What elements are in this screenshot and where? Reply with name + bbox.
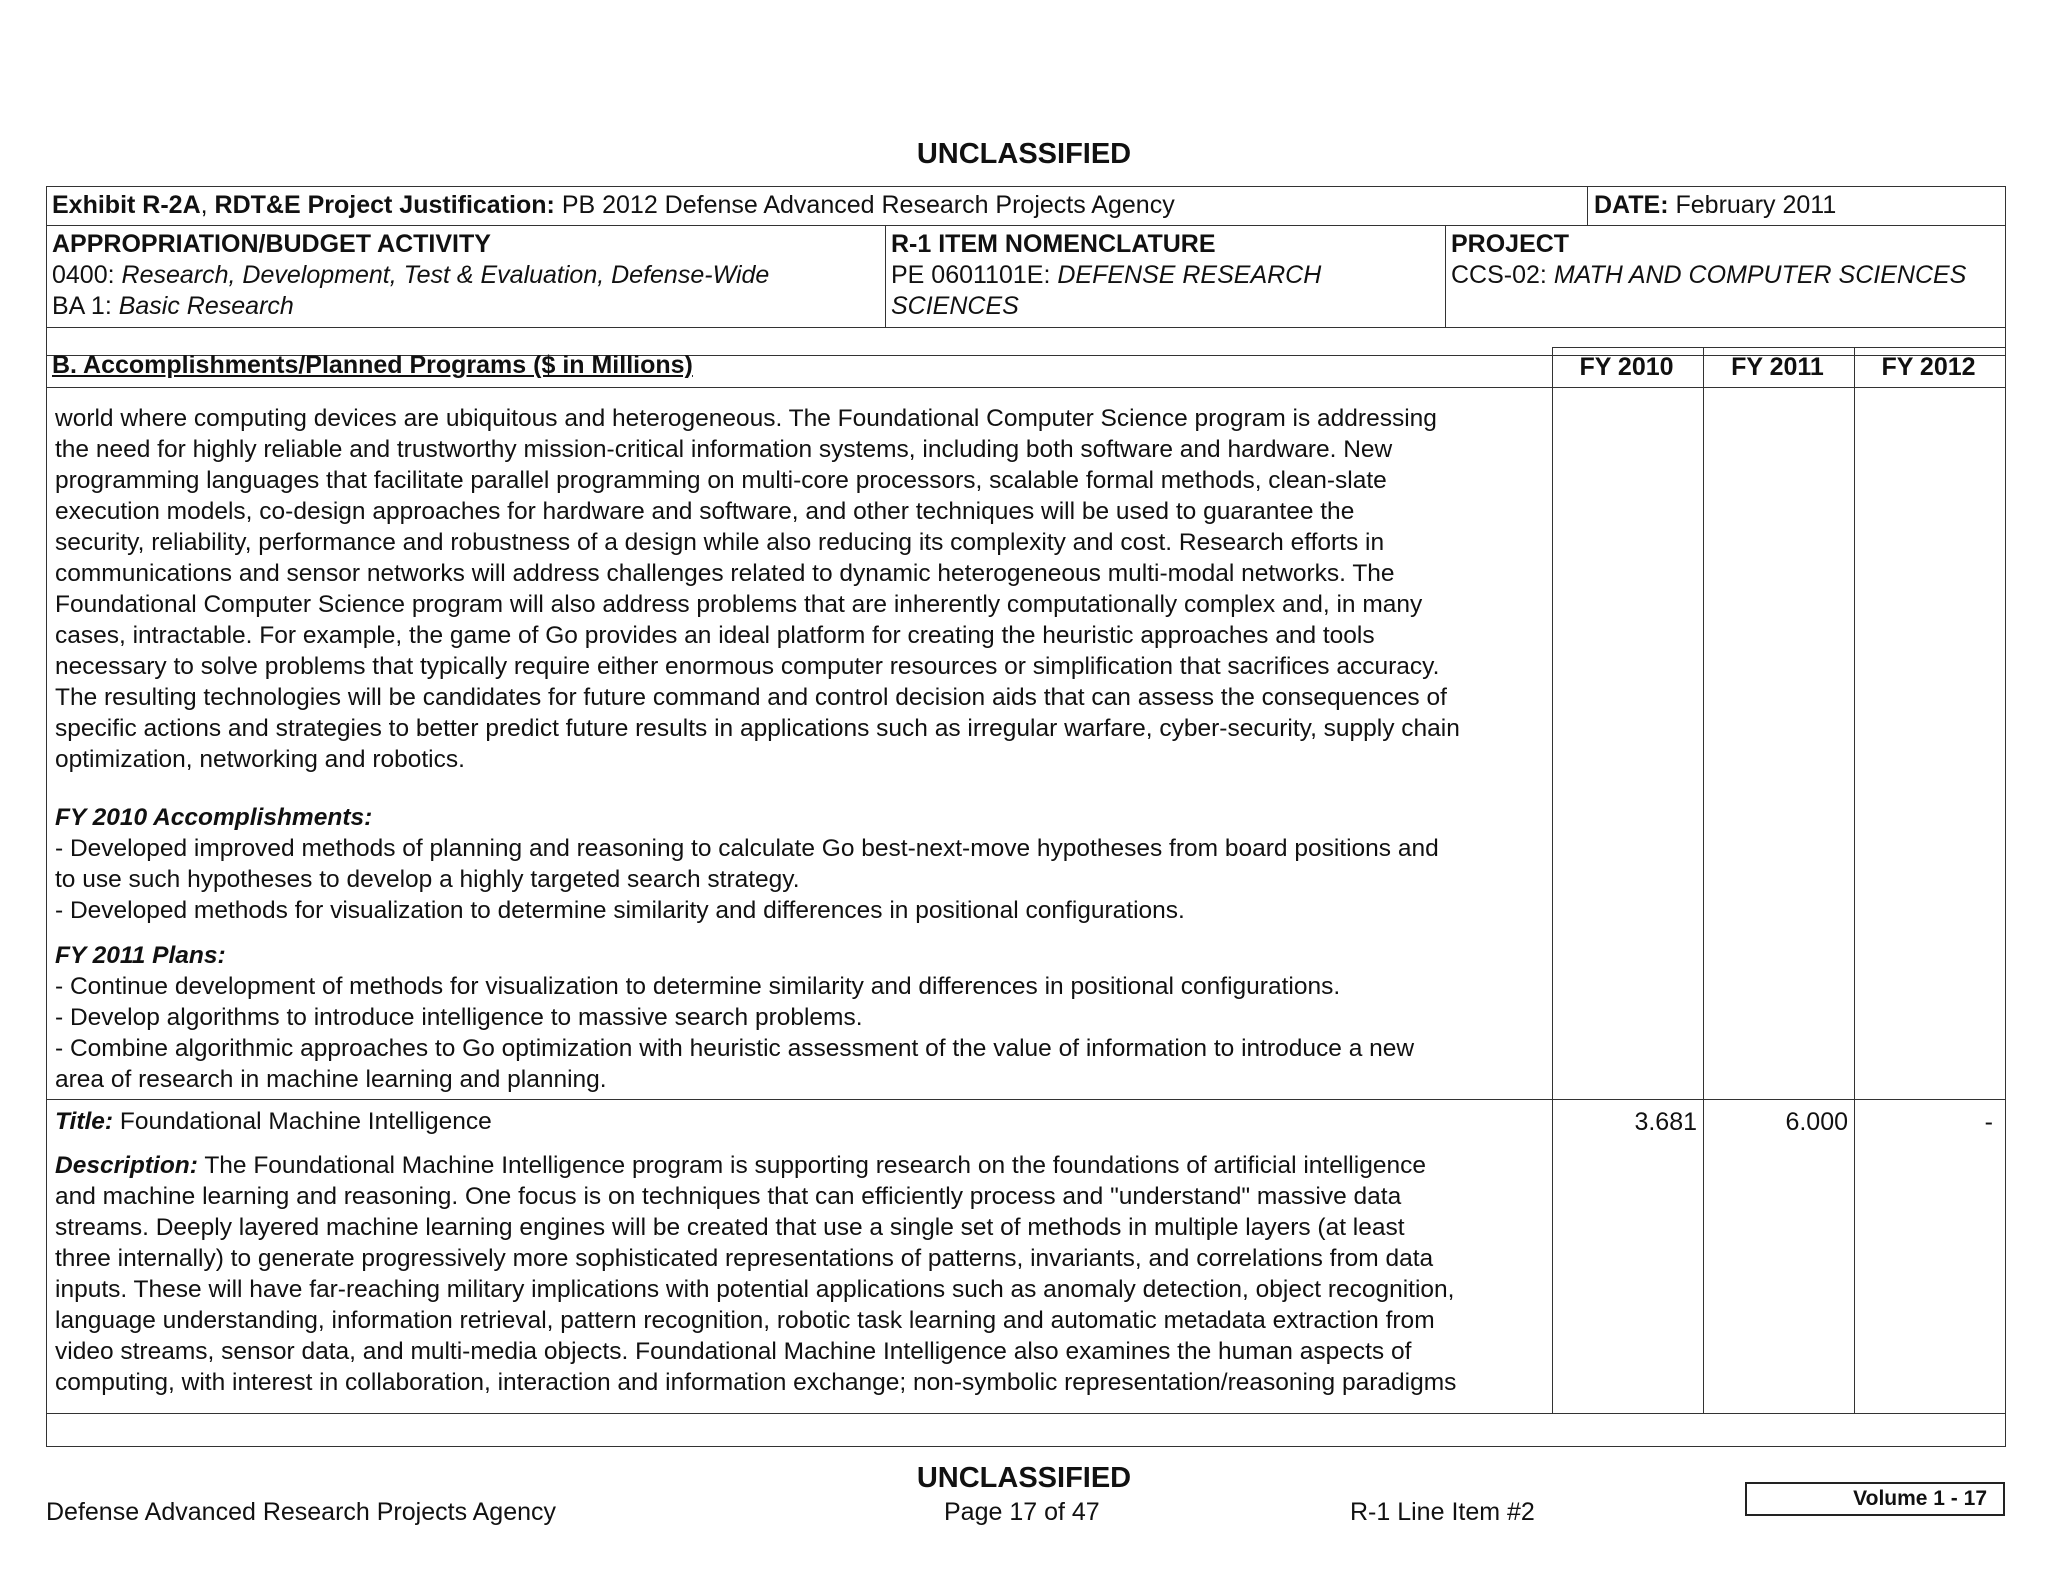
fy2010-accomplishments [55,802,1439,926]
project-label: PROJECT [1451,230,1570,258]
desc-text: The Foundational Machine Intelligence program is supporting research on the foundations of artificial intelligence [204,1152,1426,1179]
date-label: DATE: [1594,191,1669,219]
bullet-line: - Continue development of methods for visualization to determine similarity and differences in positional configurations. [55,973,1341,1000]
desc-line: video streams, sensor data, and multi-media objects. Foundational Machine Intelligence also examines the human aspects of [55,1338,1412,1365]
desc-first-line [55,1150,1456,1181]
approp-text: Research, Development, Test & Evaluation, Defense-Wide [121,261,770,289]
bullet-line: - Developed improved methods of planning and reasoning to calculate Go best-next-move hypotheses from board positions and [55,835,1439,862]
approp-label: APPROPRIATION/BUDGET ACTIVITY [52,230,491,258]
date-value: February 2011 [1675,191,1837,219]
date-field [1594,190,1836,221]
rule [1587,187,1588,225]
title-label: Title: [55,1108,114,1135]
para-line: cases, intractable. For example, the game of Go provides an ideal platform for creating the heuristic approaches and tools [55,622,1375,649]
bullet-line: area of research in machine learning and planning. [55,1066,607,1093]
classification-header: UNCLASSIFIED [916,138,1132,170]
desc-line: inputs. These will have far-reaching military implications with potential applications such as anomaly detection, object recognition, [55,1276,1455,1303]
para-line: optimization, networking and robotics. [55,746,465,773]
desc-line: streams. Deeply layered machine learning engines will be created that use a single set of methods in multiple layers (at least [55,1214,1405,1241]
para-line: Foundational Computer Science program will also address problems that are inherently computationally complex and, in many [55,591,1423,618]
rule [47,1413,2005,1414]
para-line: world where computing devices are ubiquitous and heterogeneous. The Foundational Computer Science program is addressing [55,405,1437,432]
desc-line: computing, with interest in collaboration, interaction and information exchange; non-symbolic representation/reasoning paradigms [55,1369,1457,1396]
continued-paragraph [55,403,1460,775]
para-line: communications and sensor networks will address challenges related to dynamic heterogeneous multi-modal networks. The [55,560,1395,587]
fmi-fy2012-value: - [1984,1108,1993,1136]
para-line: programming languages that facilitate parallel programming on multi-core processors, scalable formal methods, clean-slate [55,467,1387,494]
volume-box: Volume 1 - 17 [1745,1482,2005,1516]
col-fy2011: FY 2011 [1731,353,1824,381]
rule [1552,347,2005,348]
fy2011-heading: FY 2011 Plans: [55,942,226,969]
rule [885,225,886,327]
approp-line1 [52,260,769,291]
approp-code: 0400: [52,261,115,289]
exhibit-sep: , [200,191,208,219]
para-line: specific actions and strategies to better predict future results in applications such as irregular warfare, cyber-security, supply chain [55,715,1460,742]
para-line: execution models, co-design approaches for hardware and software, and other techniques will be used to guarantee the [55,498,1355,525]
exhibit-title [52,190,1175,221]
desc-line: three internally) to generate progressively more sophisticated representations of patterns, invariants, and correlations from data [55,1245,1434,1272]
exhibit-id: Exhibit R-2A [52,191,201,219]
r1-line1 [891,260,1321,291]
para-line: security, reliability, performance and robustness of a design while also reducing its complexity and cost. Research efforts in [55,529,1385,556]
fmi-fy2010-value: 3.681 [1634,1108,1697,1136]
footer-line-item: R-1 Line Item #2 [1350,1498,1535,1526]
rule [47,327,2005,328]
bullet-line: - Developed methods for visualization to determine similarity and differences in positional configurations. [55,897,1185,924]
col-fy2010: FY 2010 [1579,353,1674,381]
description-label: Description: [55,1152,198,1179]
r1-code: PE 0601101E: [891,261,1051,289]
fmi-description [55,1150,1456,1398]
rule [1445,225,1446,327]
para-line: the need for highly reliable and trustworthy mission-critical information systems, including both software and hardware. New [55,436,1393,463]
rule [47,225,2005,226]
project-line [1451,260,1966,291]
r1-label: R-1 ITEM NOMENCLATURE [891,230,1216,258]
classification-footer: UNCLASSIFIED [916,1462,1132,1494]
bullet-line: - Combine algorithmic approaches to Go optimization with heuristic assessment of the value of information to introduce a new [55,1035,1415,1062]
project-text: MATH AND COMPUTER SCIENCES [1553,261,1967,289]
fmi-title [55,1106,492,1137]
desc-line: and machine learning and reasoning. One focus is on techniques that can efficiently process and "understand" massive data [55,1183,1402,1210]
footer-agency: Defense Advanced Research Projects Agency [46,1498,557,1526]
rule [47,387,2005,388]
title-text: Foundational Machine Intelligence [119,1108,492,1135]
r1-line2: SCIENCES [891,292,1019,320]
exhibit-agency: PB 2012 Defense Advanced Research Projects Agency [561,191,1175,219]
bullet-line: to use such hypotheses to develop a highly targeted search strategy. [55,866,800,893]
approp-line2 [52,291,294,322]
r1-text: DEFENSE RESEARCH [1057,261,1322,289]
rule [1854,347,1855,1413]
rule [1552,347,1553,1413]
project-code: CCS-02: [1451,261,1547,289]
budget-activity-text: Basic Research [118,292,294,320]
rule [1703,347,1704,1413]
col-fy2012: FY 2012 [1881,353,1976,381]
fy2010-heading: FY 2010 Accomplishments: [55,804,373,831]
section-title: B. Accomplishments/Planned Programs ($ in Millions) [52,351,693,379]
para-line: The resulting technologies will be candidates for future command and control decision aids that can assess the consequences of [55,684,1447,711]
footer-page-number: Page 17 of 47 [944,1498,1100,1526]
exhibit-type: RDT&E Project Justification: [214,191,555,219]
fy2011-plans [55,940,1414,1095]
rule [47,1099,2005,1100]
fmi-fy2011-value: 6.000 [1785,1108,1848,1136]
desc-line: language understanding, information retrieval, pattern recognition, robotic task learning and automatic metadata extraction from [55,1307,1435,1334]
budget-activity-code: BA 1: [52,292,112,320]
bullet-line: - Develop algorithms to introduce intelligence to massive search problems. [55,1004,863,1031]
para-line: necessary to solve problems that typically require either enormous computer resources or simplification that sacrifices accuracy. [55,653,1440,680]
